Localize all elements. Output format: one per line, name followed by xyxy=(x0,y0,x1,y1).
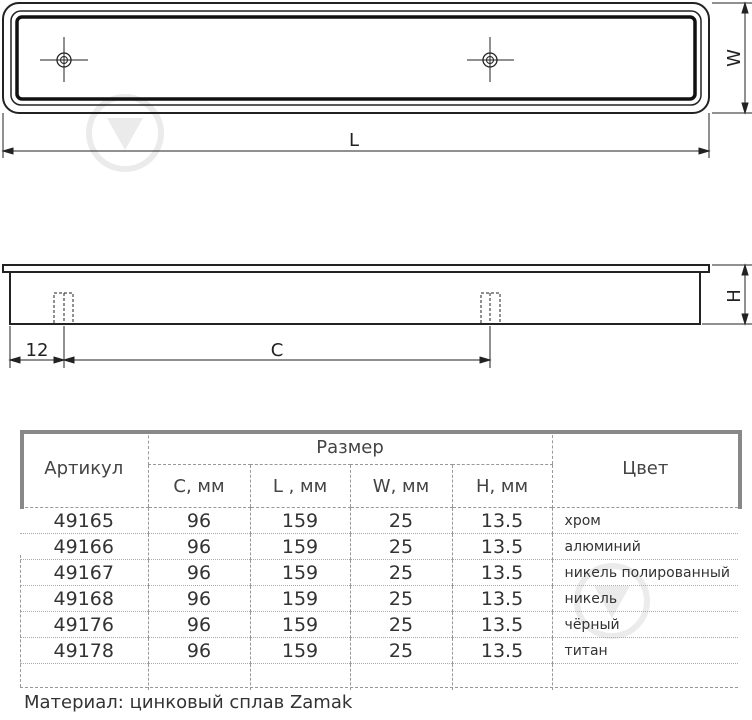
center-dimension xyxy=(10,326,490,368)
table-row xyxy=(20,612,738,638)
header-size: Размер xyxy=(148,430,552,465)
color-cell: алюминий xyxy=(552,534,738,560)
header-article: Артикул xyxy=(20,430,148,508)
material-note: Материал: цинковый сплав Zamak xyxy=(24,692,353,713)
subheader-w: W, мм xyxy=(350,465,452,508)
screw-hole-right-icon xyxy=(467,37,514,82)
l-cell: 159 xyxy=(250,560,350,586)
h-cell: 13.5 xyxy=(452,534,552,560)
top-view xyxy=(3,3,709,113)
table-bottom-border xyxy=(20,687,738,688)
article-cell: 49168 xyxy=(20,586,148,612)
length-label: L xyxy=(348,130,360,151)
table-row xyxy=(20,534,738,560)
h-cell: 13.5 xyxy=(452,586,552,612)
table-left-border xyxy=(20,555,21,687)
article-cell: 49166 xyxy=(20,534,148,560)
header-color: Цвет xyxy=(552,430,738,508)
l-cell: 159 xyxy=(250,508,350,534)
article-cell: 49167 xyxy=(20,560,148,586)
offset-label: 12 xyxy=(25,340,49,361)
c-cell: 96 xyxy=(148,508,250,534)
w-cell: 25 xyxy=(350,586,452,612)
color-cell: никель полированный xyxy=(552,560,738,586)
table-row xyxy=(20,586,738,612)
h-cell: 13.5 xyxy=(452,638,552,664)
h-cell: 13.5 xyxy=(452,560,552,586)
l-cell: 159 xyxy=(250,612,350,638)
color-cell: титан xyxy=(552,638,738,664)
watermark-icon xyxy=(89,97,161,169)
c-cell: 96 xyxy=(148,560,250,586)
h-cell: 13.5 xyxy=(452,508,552,534)
subheader-l: L , мм xyxy=(250,465,350,508)
center-label: C xyxy=(270,340,284,361)
w-cell: 25 xyxy=(350,508,452,534)
l-cell: 159 xyxy=(250,586,350,612)
table-row xyxy=(20,560,738,586)
side-view xyxy=(3,265,709,324)
w-cell: 25 xyxy=(350,534,452,560)
width-label: W xyxy=(724,49,745,67)
color-cell: хром xyxy=(552,508,738,534)
article-cell: 49176 xyxy=(20,612,148,638)
c-cell: 96 xyxy=(148,612,250,638)
l-cell: 159 xyxy=(250,638,350,664)
article-cell: 49178 xyxy=(20,638,148,664)
subheader-c: C, мм xyxy=(148,465,250,508)
color-cell: чёрный xyxy=(552,612,738,638)
w-cell: 25 xyxy=(350,612,452,638)
h-cell: 13.5 xyxy=(452,612,552,638)
subheader-h: H, мм xyxy=(452,465,552,508)
height-label: H xyxy=(724,289,745,303)
w-cell: 25 xyxy=(350,638,452,664)
c-cell: 96 xyxy=(148,586,250,612)
table-row xyxy=(20,508,738,534)
color-cell: никель xyxy=(552,586,738,612)
w-cell: 25 xyxy=(350,560,452,586)
table-row xyxy=(20,638,738,664)
article-cell: 49165 xyxy=(20,508,148,534)
c-cell: 96 xyxy=(148,638,250,664)
l-cell: 159 xyxy=(250,534,350,560)
spec-table xyxy=(20,430,738,690)
c-cell: 96 xyxy=(148,534,250,560)
screw-hole-left-icon xyxy=(40,37,88,82)
